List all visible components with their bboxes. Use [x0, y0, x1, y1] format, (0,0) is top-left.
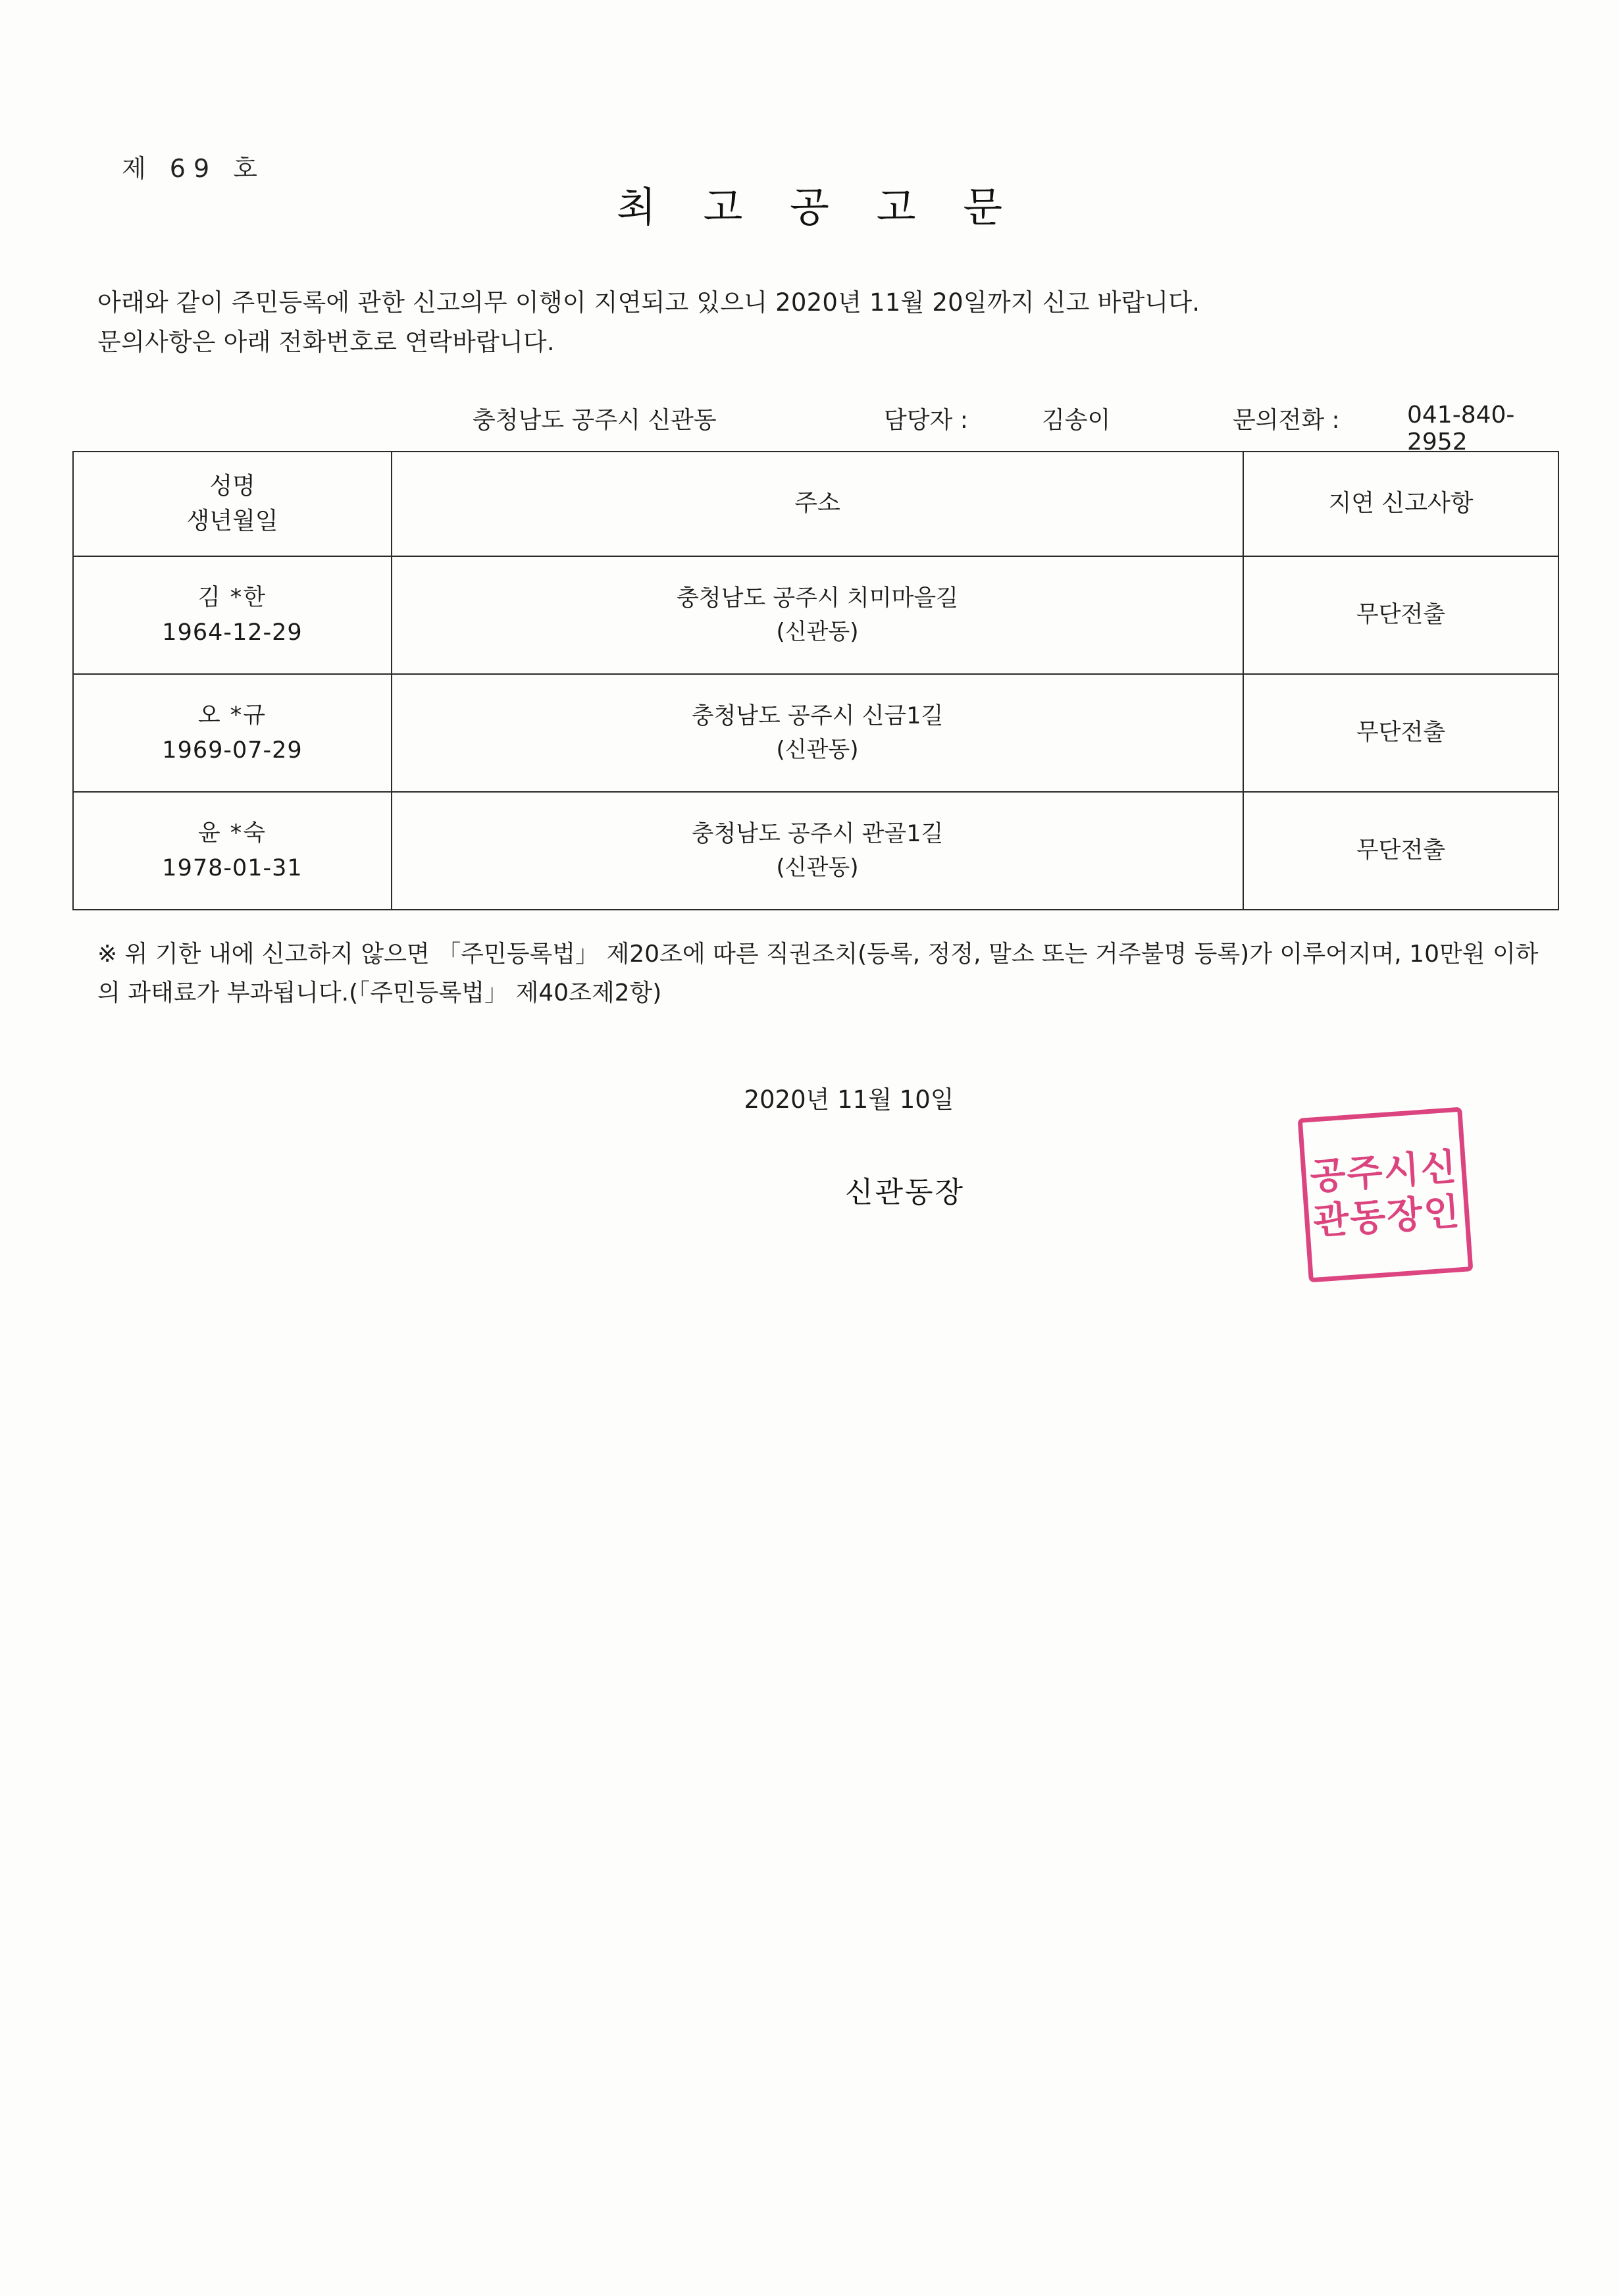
header-birth-label: 생년월일	[186, 507, 278, 535]
cell-address	[392, 556, 1243, 674]
cell-address	[392, 792, 1243, 910]
header-name-birth	[73, 452, 392, 556]
office-name: 충청남도 공주시 신관동	[473, 407, 717, 434]
cell-note: 무단전출	[1243, 674, 1558, 792]
cell-name: 윤 *숙	[197, 820, 267, 847]
issue-date: 2020년 11월 10일	[744, 1085, 954, 1114]
official-seal-stamp	[1298, 1107, 1474, 1283]
charge-label: 담당자 :	[884, 407, 968, 434]
seal-line-1: 공주시신	[1308, 1145, 1459, 1199]
cell-note: 무단전출	[1243, 556, 1558, 674]
cell-address-main: 충청남도 공주시 관골1길	[691, 820, 944, 847]
intro-paragraph	[97, 283, 1200, 362]
cell-note: 무단전출	[1243, 792, 1558, 910]
cell-name-birth	[73, 556, 392, 674]
header-address: 주소	[392, 452, 1243, 556]
cell-birth: 1978-01-31	[162, 854, 303, 881]
intro-line-1: 아래와 같이 주민등록에 관한 신고의무 이행이 지연되고 있으니 2020년 11월 20일까지 신고 바랍니다.	[97, 288, 1200, 317]
table-row	[73, 556, 1558, 674]
charge-person-name: 김송이	[1042, 407, 1111, 434]
cell-birth: 1969-07-29	[162, 737, 303, 764]
header-note: 지연 신고사항	[1243, 452, 1558, 556]
cell-address-sub: (신관동)	[776, 854, 859, 881]
signer-title: 신관동장	[844, 1176, 965, 1209]
table-row	[73, 792, 1558, 910]
legal-notice: ※ 위 기한 내에 신고하지 않으면 「주민등록법」 제20조에 따른 직권조치(등록, 정정, 말소 또는 거주불명 등록)가 이루어지며, 10만원 이하의 과태료가 부과됩니다.(「주민등록법」 제40조제2항)	[97, 941, 1539, 1007]
cell-birth: 1964-12-29	[162, 619, 303, 646]
telephone-number: 041-840-2952	[1407, 402, 1515, 456]
page-title: 최 고 공 고 문	[616, 183, 1020, 231]
intro-line-2: 문의사항은 아래 전화번호로 연락바랍니다.	[97, 327, 555, 356]
cell-address-main: 충청남도 공주시 치미마을길	[677, 585, 958, 612]
cell-name-birth	[73, 674, 392, 792]
cell-address-sub: (신관동)	[776, 619, 859, 646]
cell-address	[392, 674, 1243, 792]
cell-name-birth	[73, 792, 392, 910]
cell-address-sub: (신관동)	[776, 737, 859, 764]
table-row	[73, 674, 1558, 792]
cell-name: 오 *규	[197, 702, 267, 729]
cell-name: 김 *한	[197, 585, 267, 611]
seal-line-2: 관동장인	[1312, 1190, 1462, 1243]
cell-address-main: 충청남도 공주시 신금1길	[691, 702, 944, 729]
table-header-row	[73, 452, 1558, 556]
document-number: 제 69 호	[122, 154, 265, 183]
registration-table	[72, 451, 1559, 910]
telephone-label: 문의전화 :	[1233, 407, 1340, 434]
header-name-label: 성명	[209, 473, 255, 500]
